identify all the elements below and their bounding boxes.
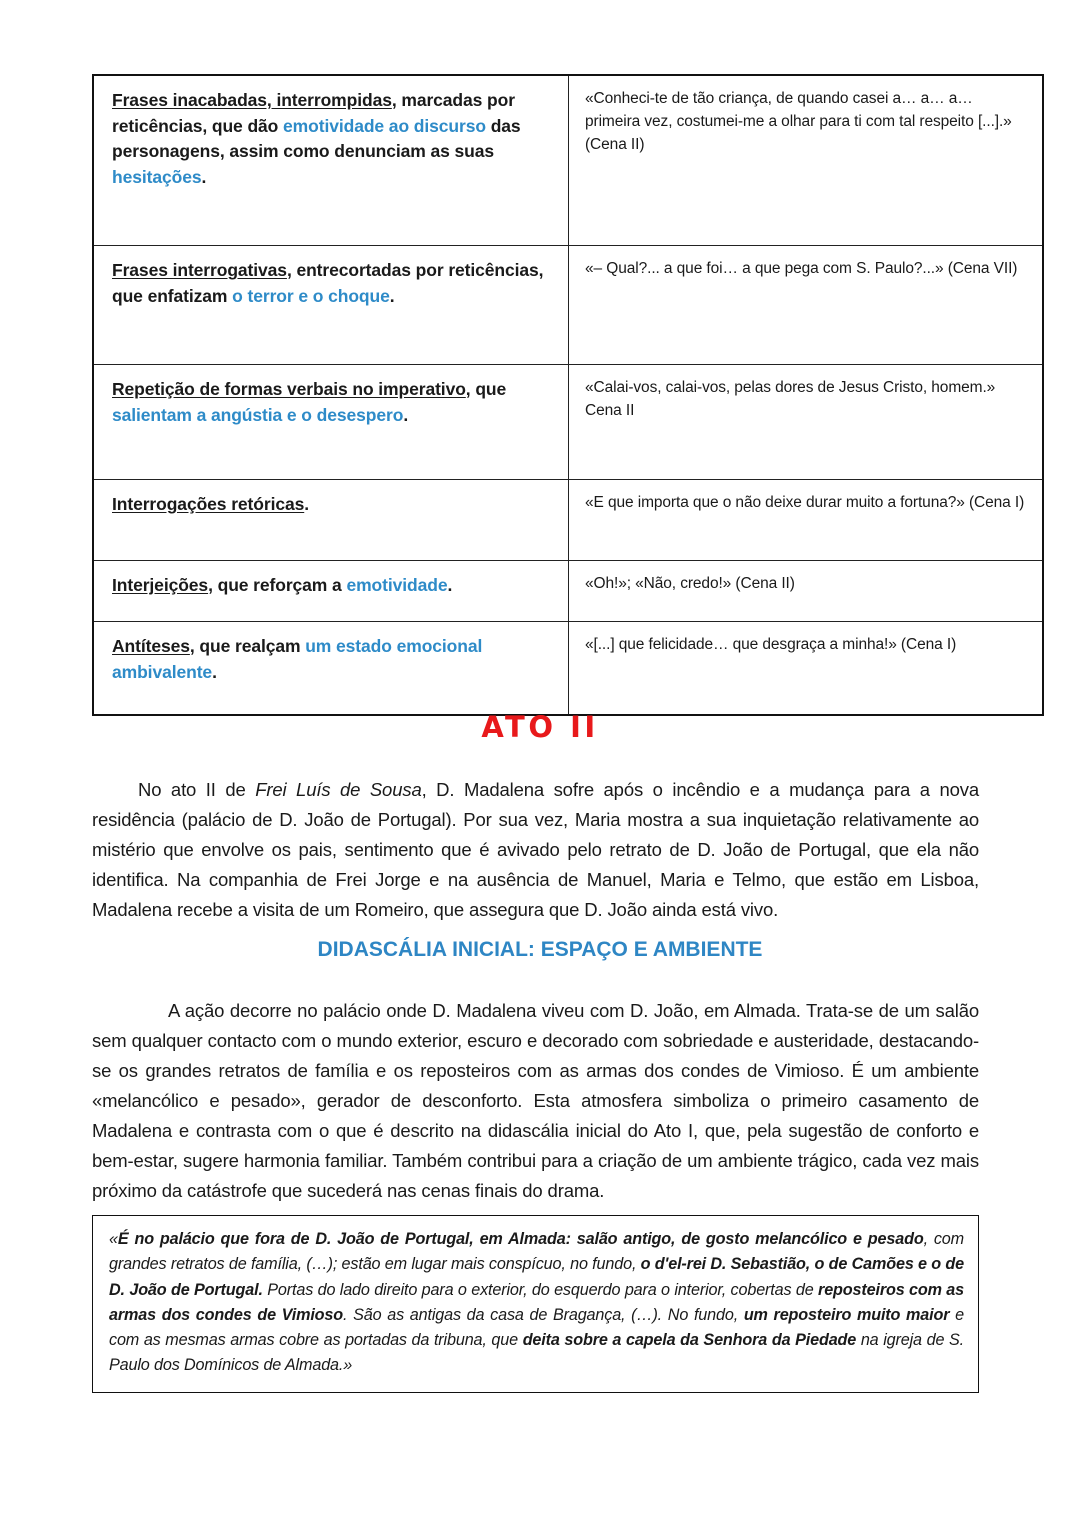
table-cell-recurso: Frases inacabadas, interrompidas, marcadas por reticências, que dão emotividade ao discurso das personagens, assim como denunciam as suas hesitações. [93, 75, 569, 246]
recursos-expressivos-table [92, 74, 1044, 716]
table-cell-exemplo: «[...] que felicidade… que desgraça a minha!» (Cena I) [569, 622, 1044, 716]
table-cell-exemplo: «E que importa que o não deixe durar muito a fortuna?» (Cena I) [569, 480, 1044, 561]
table-cell-exemplo: «– Qual?... a que foi… a que pega com S. Paulo?...» (Cena VII) [569, 246, 1044, 365]
intro-paragraph: No ato II de Frei Luís de Sousa, D. Madalena sofre após o incêndio e a mudança para a nova residência (palácio de D. João de Portugal). Por sua vez, Maria mostra a sua inquietação relativamente ao mistério que envolve os pais, sentimento que é avivado pelo retrato de D. João de Portugal, que ela não identifica. Na companhia de Frei Jorge e na ausência de Manuel, Maria e Telmo, que estão em Lisboa, Madalena recebe a visita de um Romeiro, que assegura que D. João ainda está vivo. [92, 779, 979, 920]
quote-box-didascalia: «É no palácio que fora de D. João de Portugal, em Almada: salão antigo, de gosto melancólico e pesado, com grandes retratos de família, (…); estão em lugar mais conspícuo, no fundo, o d'el-rei D. Sebastião, o de Camões e o de D. João de Portugal. Portas do lado direito para o exterior, do esquerdo para o interior, cobertas de reposteiros com as armas dos condes de Vimioso. São as antigas da casa de Bragança, (…). No fundo, um reposteiro muito maior e com as mesmas armas cobre as portadas da tribuna, que deita sobre a capela da Senhora da Piedade na igreja de S. Paulo dos Domínicos de Almada.» [92, 1215, 979, 1393]
table-row [93, 365, 1043, 480]
table-row [93, 480, 1043, 561]
table-cell-recurso: Frases interrogativas, entrecortadas por reticências, que enfatizam o terror e o choque. [93, 246, 569, 365]
table-cell-exemplo: «Calai-vos, calai-vos, pelas dores de Jesus Cristo, homem.» Cena II [569, 365, 1044, 480]
table-cell-recurso: Repetição de formas verbais no imperativo, que salientam a angústia e o desespero. [93, 365, 569, 480]
table-cell-recurso: Interjeições, que reforçam a emotividade. [93, 561, 569, 622]
table-row [93, 561, 1043, 622]
table-body [93, 75, 1043, 715]
table-row [93, 246, 1043, 365]
table-cell-recurso: Antíteses, que realçam um estado emocional ambivalente. [93, 622, 569, 716]
body-paragraph: A ação decorre no palácio onde D. Madalena viveu com D. João, em Almada. Trata-se de um salão sem qualquer contacto com o mundo exterior, escuro e decorado com sobriedade e austeridade, destacando-se os grandes retratos de família e os reposteiros com as armas dos condes de Vimioso. É um ambiente «melancólico e pesado», gerador de desconforto. Esta atmosfera simboliza o primeiro casamento de Madalena e contrasta com o que é descrito na didascália inicial do Ato I, que, pela sugestão de conforto e bem-estar, sugere harmonia familiar. Também contribui para a criação de um ambiente trágico, cada vez mais próximo da catástrofe que sucederá nas cenas finais do drama. [92, 1000, 979, 1201]
table-row [93, 75, 1043, 246]
page-title-ato-ii: ATO II [481, 710, 599, 744]
table-cell-exemplo: «Conheci-te de tão criança, de quando casei a… a… a… primeira vez, costumei-me a olhar para ti com tal respeito [...].» (Cena II) [569, 75, 1044, 246]
table-cell-exemplo: «Oh!»; «Não, credo!» (Cena II) [569, 561, 1044, 622]
table-cell-recurso: Interrogações retóricas. [93, 480, 569, 561]
section-heading-didascalia: DIDASCÁLIA INICIAL: ESPAÇO E AMBIENTE [317, 938, 763, 961]
table-row [93, 622, 1043, 716]
